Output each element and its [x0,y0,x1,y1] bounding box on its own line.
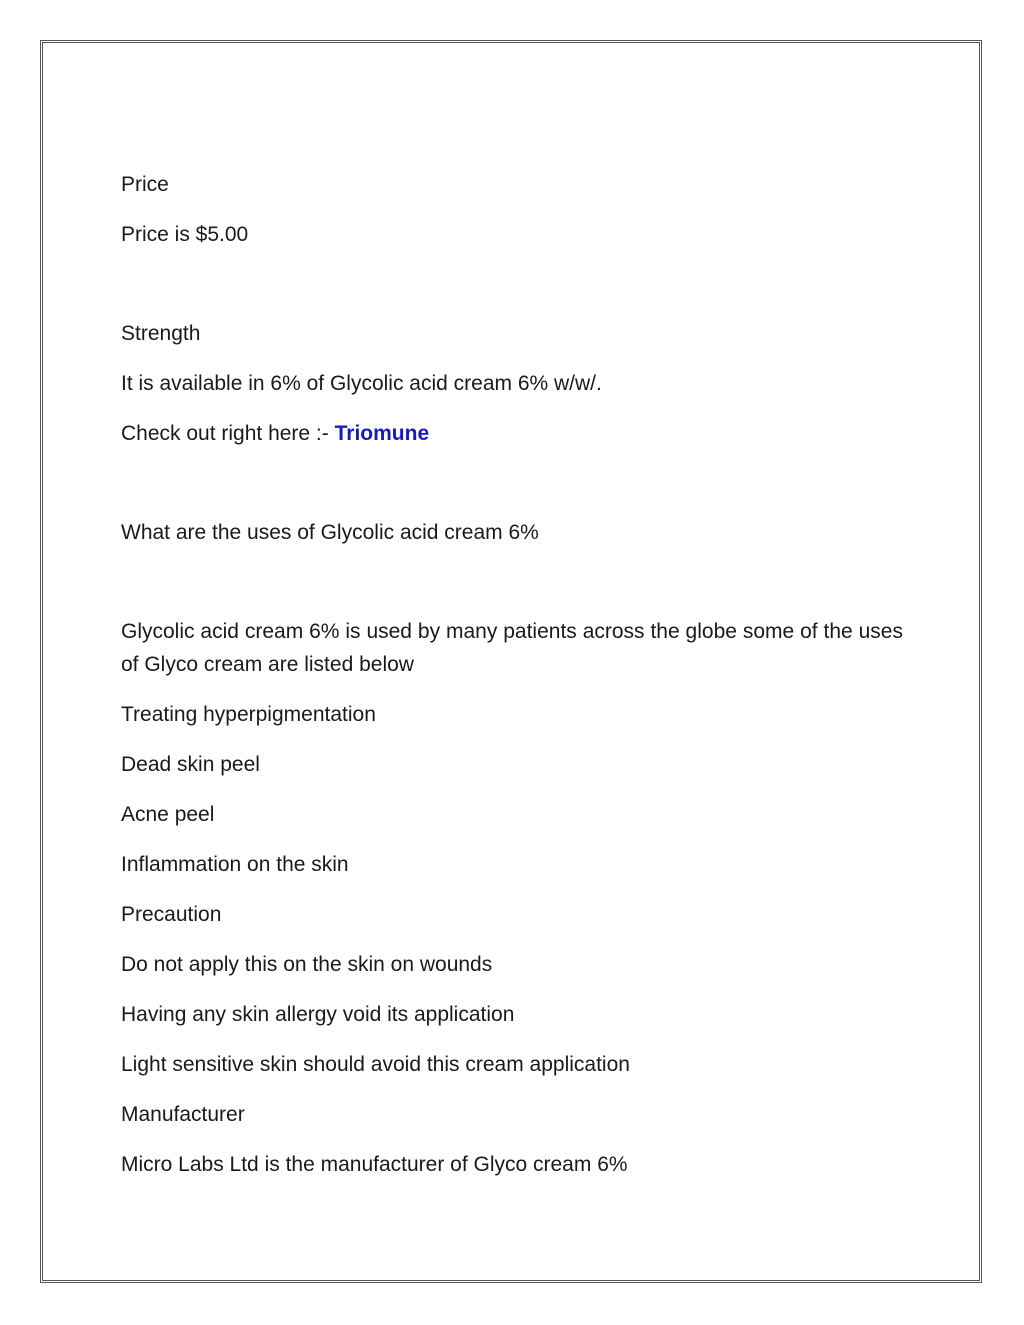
list-item: Dead skin peel [121,753,260,776]
list-item: Inflammation on the skin [121,853,349,876]
list-item: Do not apply this on the skin on wounds [121,953,493,976]
checkout-prefix: Check out right here :- [121,422,335,445]
manufacturer-heading: Manufacturer [121,1103,245,1126]
list-item: Treating hyperpigmentation [121,703,376,726]
price-heading: Price [121,173,169,196]
price-text: Price is $5.00 [121,223,249,246]
uses-heading: What are the uses of Glycolic acid cream 6% [121,521,539,544]
strength-text: It is available in 6% of Glycolic acid cream 6% w/w/. [121,372,602,395]
manufacturer-text: Micro Labs Ltd is the manufacturer of Glyco cream 6% [121,1153,628,1176]
document-body [121,168,903,1181]
strength-heading: Strength [121,322,201,345]
list-item: Having any skin allergy void its application [121,1003,515,1026]
list-item: Light sensitive skin should avoid this cream application [121,1053,630,1076]
checkout-line [121,417,903,450]
precaution-heading: Precaution [121,903,222,926]
list-item: Acne peel [121,803,215,826]
triomune-link[interactable]: Triomune [334,422,430,445]
uses-intro: Glycolic acid cream 6% is used by many patients across the globe some of the uses of Glyco cream are listed below [121,620,903,676]
